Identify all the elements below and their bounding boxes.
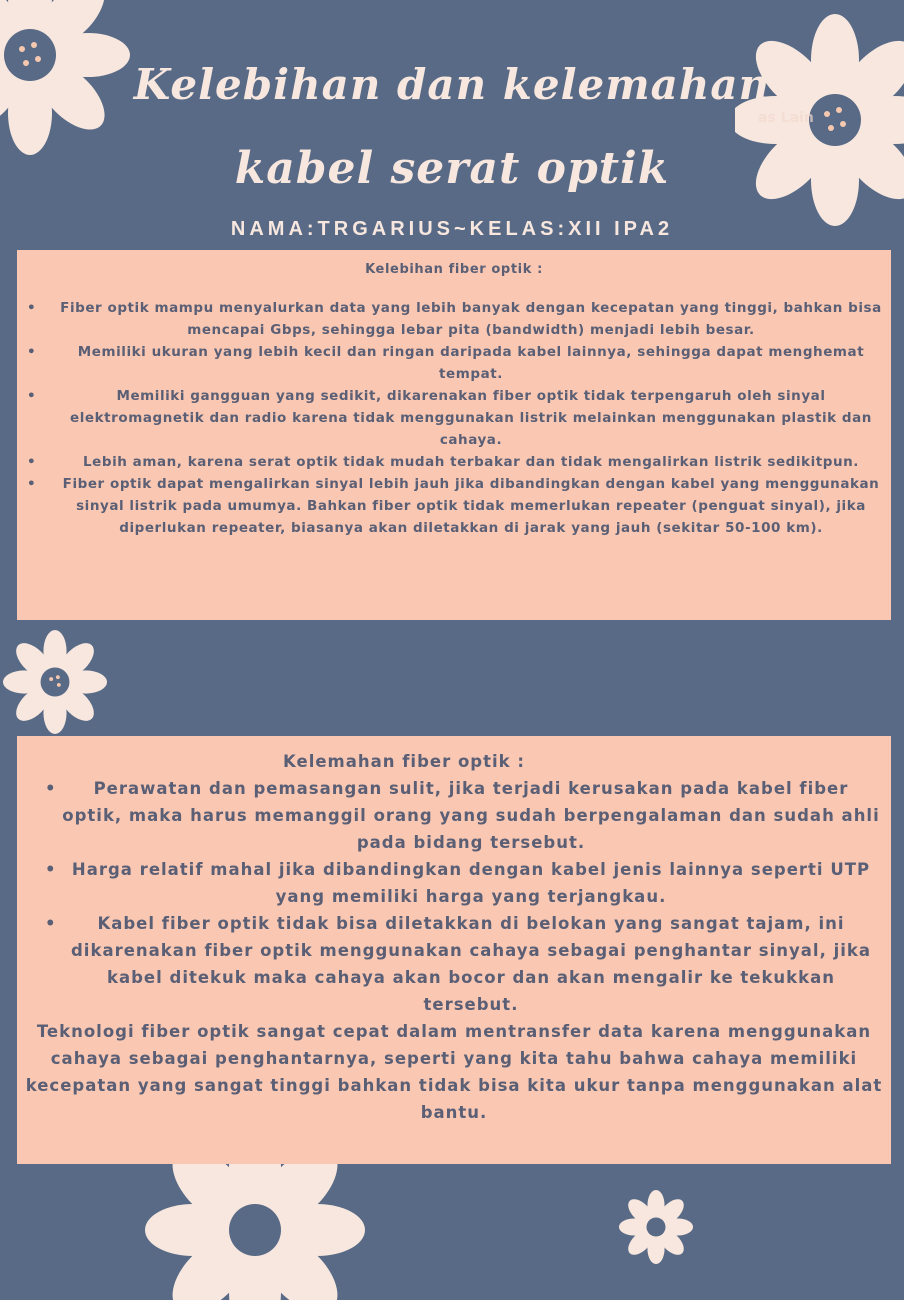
list-item: • Memiliki gangguan yang sedikit, dikarenakan fiber optik tidak terpengaruh oleh sinyal elektromagnetik dan radio karena tidak menggunakan listrik melainkan menggunakan plastik dan cahaya.: [39, 385, 891, 451]
advantages-box: [17, 250, 891, 620]
list-item: • Harga relatif mahal jika dibandingkan dengan kabel jenis lainnya seperti UTP yang memiliki harga yang terjangkau.: [55, 856, 891, 910]
flower-icon-bottom-right: [618, 1188, 694, 1266]
page-subtitle: NAMA:TRGARIUS~KELAS:XII IPA2: [230, 218, 674, 240]
list-item: • Kabel fiber optik tidak bisa diletakkan di belokan yang sangat tajam, ini dikarenakan fiber optik menggunakan cahaya sebagai penghantar sinyal, jika kabel ditekuk maka cahaya akan bocor dan akan mengalir ke tekukkan tersebut.: [55, 910, 891, 1018]
list-item: • Memiliki ukuran yang lebih kecil dan ringan daripada kabel lainnya, sehingga dapat menghemat tempat.: [39, 341, 891, 385]
disadvantages-box: [17, 736, 891, 1164]
flower-icon-middle-left: [2, 628, 108, 736]
list-item: • Fiber optik dapat mengalirkan sinyal lebih jauh jika dibandingkan dengan kabel yang menggunakan sinyal listrik pada umumya. Bahkan fiber optik tidak memerlukan repeater (penguat sinyal), jika diperlukan repeater, biasanya akan diletakkan di jarak yang jauh (sekitar 50-100 km).: [39, 473, 891, 539]
ghost-text: as Lain: [758, 110, 814, 126]
page-title-line2: kabel serat optik: [234, 143, 670, 194]
advantages-list: [17, 297, 891, 539]
list-item: • Perawatan dan pemasangan sulit, jika terjadi kerusakan pada kabel fiber optik, maka harus memanggil orang yang sudah berpengalaman dan sudah ahli pada bidang tersebut.: [55, 775, 891, 856]
disadvantages-heading: Kelemahan fiber optik :: [283, 752, 525, 771]
list-item: • Lebih aman, karena serat optik tidak mudah terbakar dan tidak mengalirkan listrik sedikitpun.: [39, 451, 891, 473]
disadvantages-list: [17, 775, 891, 1018]
closing-paragraph: Teknologi fiber optik sangat cepat dalam mentransfer data karena menggunakan cahaya sebagai penghantarnya, seperti yang kita tahu bahwa cahaya memiliki kecepatan yang sangat tinggi bahkan tidak bisa kita ukur tanpa menggunakan alat bantu.: [25, 1022, 883, 1122]
page-title-line1: Kelebihan dan kelemahan: [133, 60, 771, 109]
flower-icon-bottom-center: [140, 1160, 370, 1300]
advantages-heading: Kelebihan fiber optik :: [365, 262, 543, 277]
list-item: • Fiber optik mampu menyalurkan data yang lebih banyak dengan kecepatan yang tinggi, bahkan bisa mencapai Gbps, sehingga lebar pita (bandwidth) menjadi lebih besar.: [39, 297, 891, 341]
